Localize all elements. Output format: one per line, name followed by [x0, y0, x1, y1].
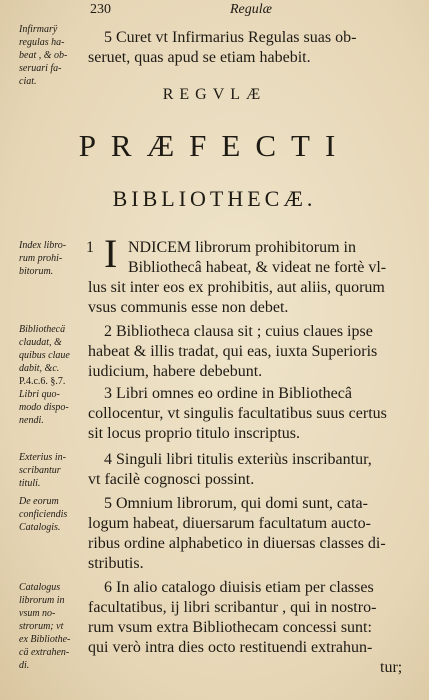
marginal-line: regulas ha- — [19, 37, 65, 48]
text-line: logum habeat, diuersarum facultatum aucto- — [88, 515, 372, 532]
text-line: facultatibus, ij libri scribantur , qui in nostro- — [88, 599, 377, 616]
marginal-line: P.4.c.6. §.7. — [19, 376, 66, 387]
text-line: ribus ordine alphabetico in diuersas classes di- — [88, 535, 386, 552]
marginal-line: claudat, & — [19, 337, 62, 348]
marginal-line: quibus claue — [19, 350, 70, 361]
marginal-line: Catalogus — [19, 582, 61, 593]
marginal-line: Infirmarÿ — [19, 24, 58, 35]
marginal-line: bitorum. — [19, 266, 54, 277]
text-line: vsus communis esse non debet. — [88, 299, 289, 316]
marginal-line: strorum; vt — [19, 621, 64, 632]
marginal-line: modo dispo- — [19, 402, 69, 413]
text-line: 5 Omnium librorum, qui domi sunt, cata- — [104, 495, 368, 512]
marginal-line: tituli. — [19, 478, 41, 489]
marginal-line: di. — [19, 660, 30, 671]
text-line: lus sit inter eos ex prohibitis, aut aliis, quorum — [88, 279, 385, 296]
marginal-line: nendi. — [19, 415, 44, 426]
text-line: rum vsum extra Bibliothecam concessi sunt: — [88, 619, 372, 636]
text-line: 6 In alio catalogo diuisis etiam per classes — [104, 579, 374, 596]
text-line: Bibliothecâ habeat, & videat ne fortè vl- — [128, 259, 387, 276]
text-line: 5 Curet vt Infirmarius Regulas suas ob- — [104, 29, 357, 46]
text-line: stributis. — [88, 555, 144, 572]
text-line: 3 Libri omnes eo ordine in Bibliothecâ — [104, 385, 352, 402]
marginal-line: scribantur — [19, 465, 61, 476]
marginal-line: Bibliothecä — [19, 324, 66, 335]
section-title-regulae: REGVLÆ — [162, 86, 267, 103]
text-line: qui verò intra dies octo restituendi extrahun- — [88, 639, 373, 656]
marginal-line: rum prohi- — [19, 253, 63, 264]
drop-cap: I — [104, 231, 118, 276]
marginal-line: Index libro- — [19, 240, 67, 251]
section-title-bibliothecae: BIBLIOTHECÆ. — [112, 186, 317, 211]
marginal-line: Libri quo- — [19, 389, 60, 400]
text-line: collocentur, vt singulis facultatibus suus certus — [88, 405, 387, 422]
text-line: NDICEM librorum prohibitorum in — [128, 239, 356, 256]
marginal-line: seruari fa- — [19, 63, 62, 74]
text-line: 4 Singuli libri titulis exteriùs inscribantur, — [104, 451, 372, 468]
text-line: vt facilè cognosci possint. — [88, 471, 255, 488]
text-line: sit locus proprio titulo inscriptus. — [88, 425, 300, 442]
marginal-line: ex Bibliothe- — [19, 634, 71, 645]
paragraph-number: 1 — [86, 239, 94, 256]
text-line: tur; — [380, 659, 403, 676]
text-line: seruet, quas apud se etiam habebit. — [88, 49, 311, 66]
text-line: habeat & illis tradat, qui eas, iuxta Superioris — [88, 343, 378, 360]
marginal-line: De eorum — [19, 496, 59, 507]
text-line: iudicium, habere debebunt. — [88, 363, 263, 380]
marginal-line: cä extrahen- — [19, 647, 70, 658]
running-head: Regulæ — [230, 2, 272, 17]
marginal-line: dabit, &c. — [19, 363, 60, 374]
marginal-line: Catalogis. — [19, 522, 61, 533]
marginal-line: beat , & ob- — [19, 50, 68, 61]
marginal-line: librorum in — [19, 595, 65, 606]
page-number: 230 — [90, 2, 111, 17]
section-title-praefecti: PRÆFECTI — [78, 128, 351, 163]
marginal-line: conficiendis — [19, 509, 68, 520]
text-line: 2 Bibliotheca clausa sit ; cuius claues ipse — [104, 323, 373, 340]
marginal-line: Exterius in- — [19, 452, 66, 463]
marginal-line: vsum no- — [19, 608, 56, 619]
marginal-line: ciat. — [19, 76, 37, 87]
page-header — [0, 2, 429, 18]
